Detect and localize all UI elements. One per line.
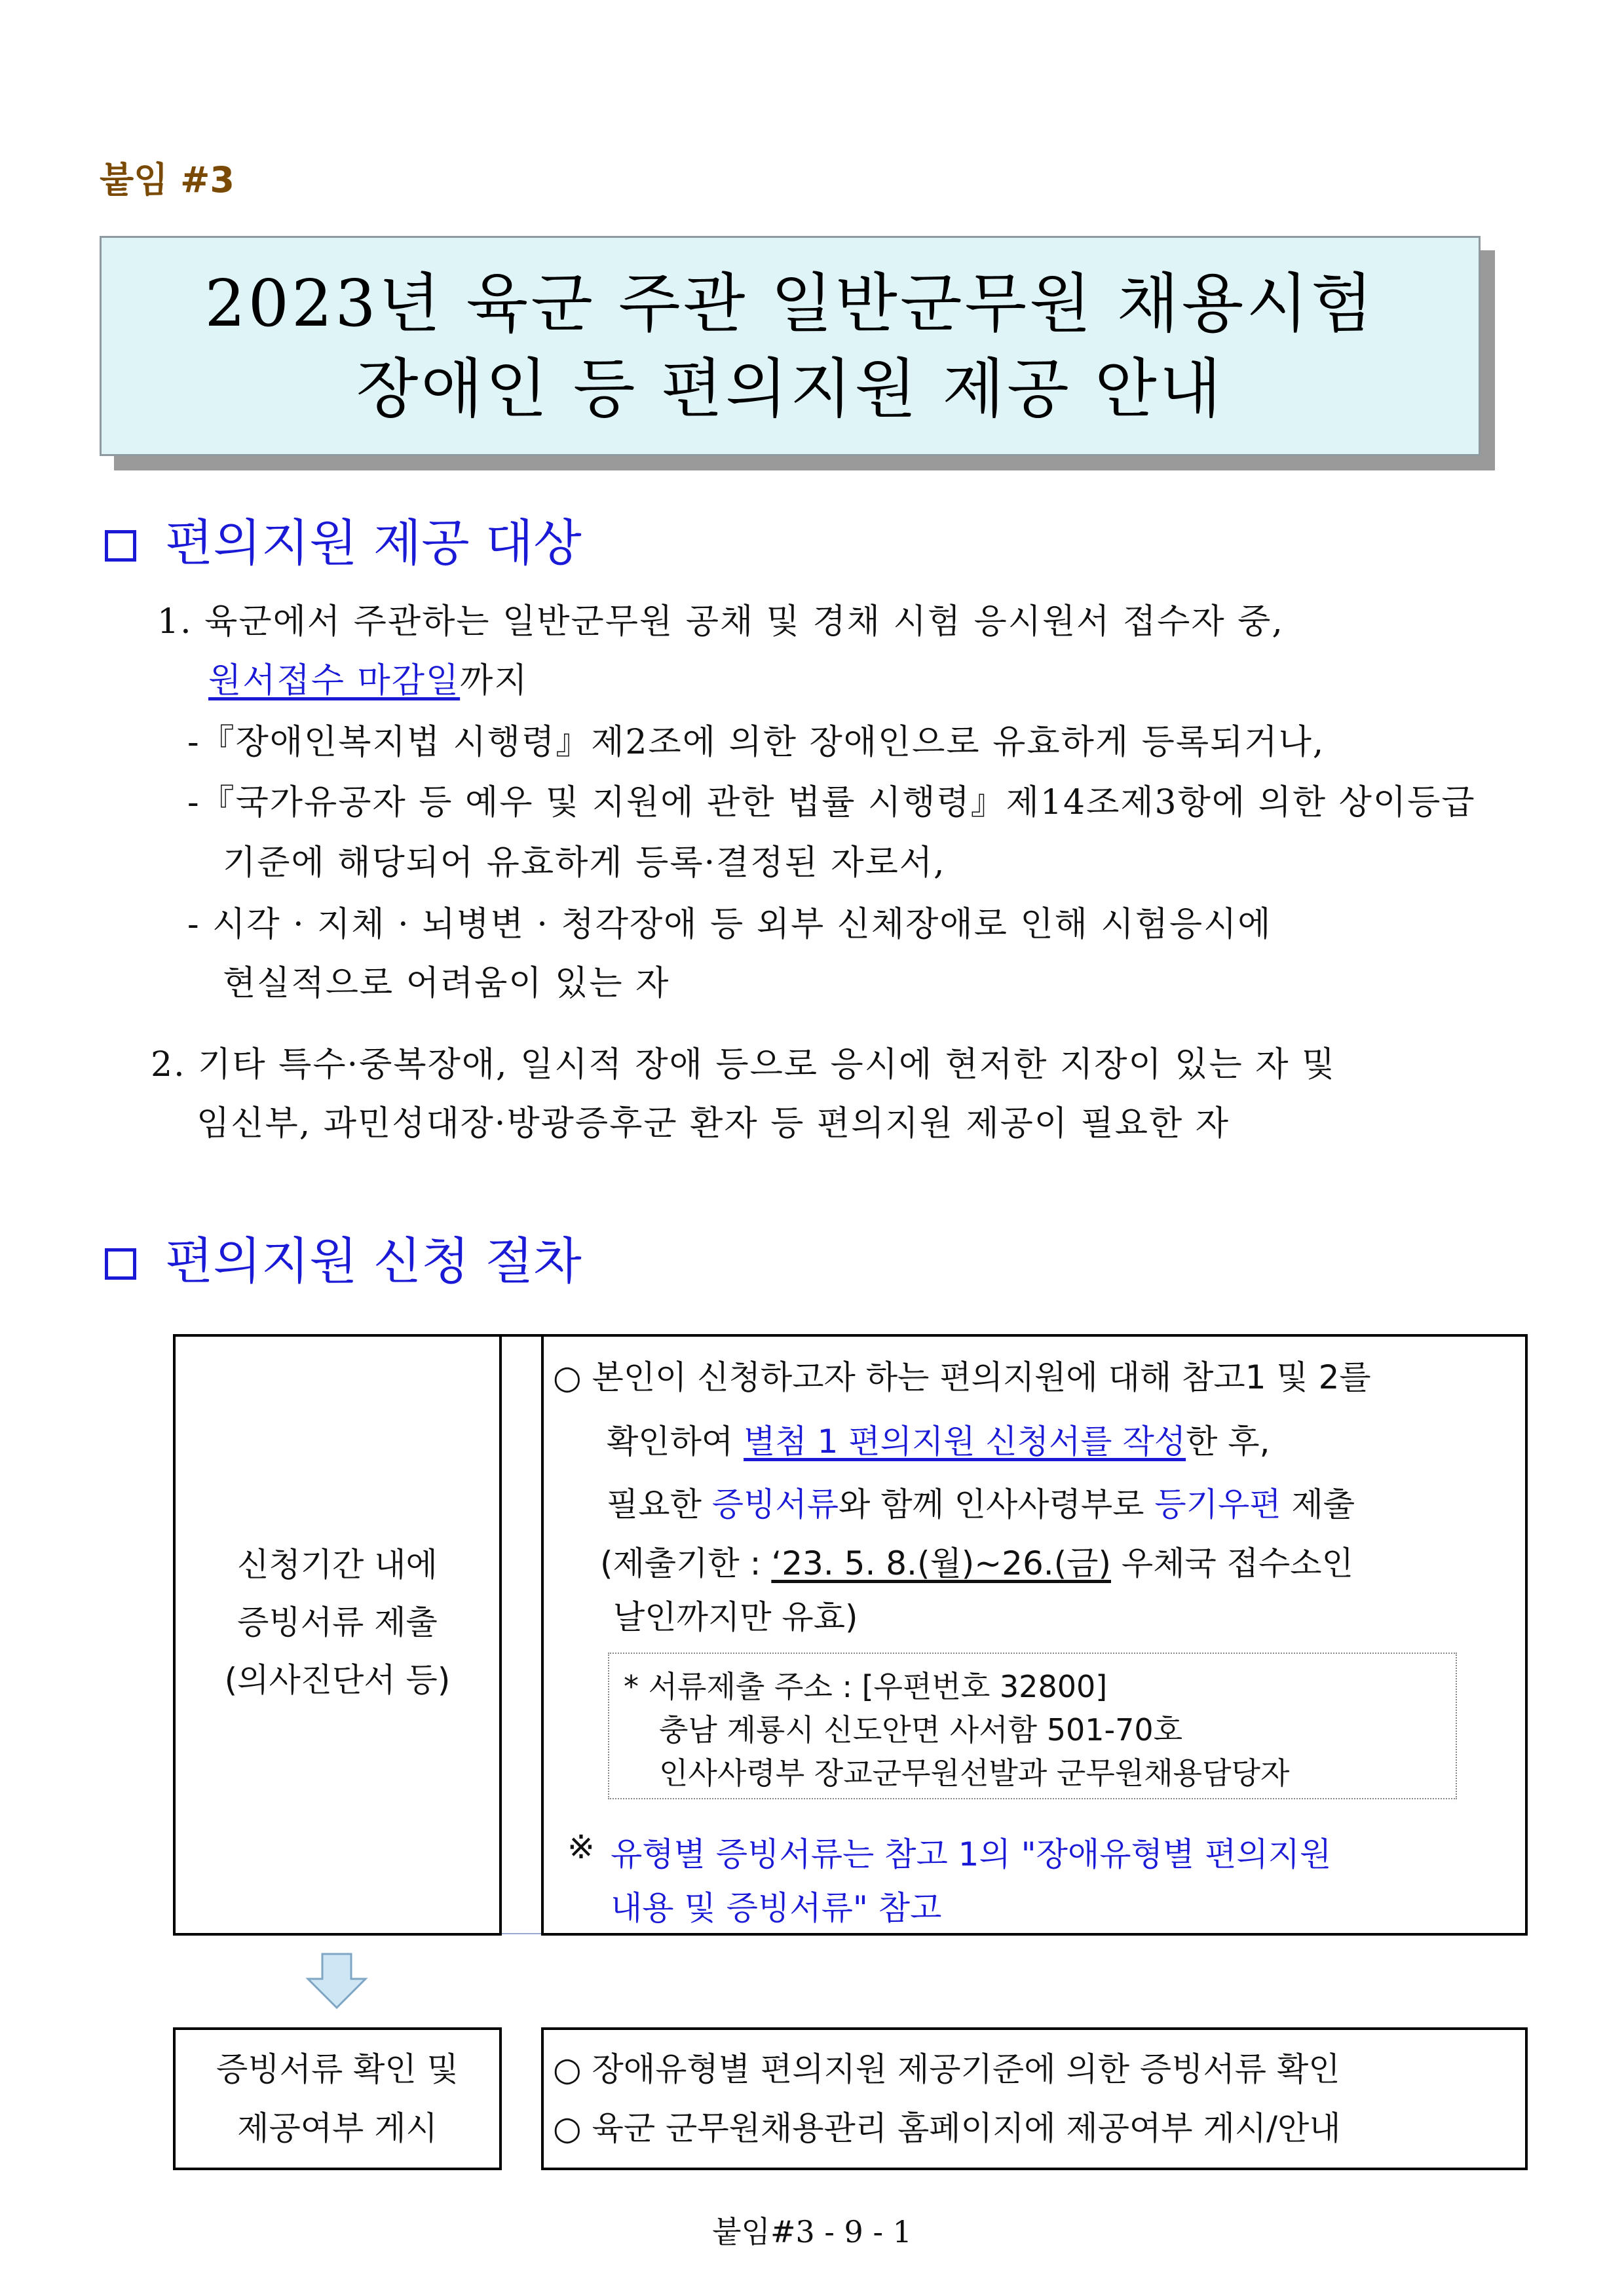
- step1-line4: [600, 1537, 1353, 1584]
- title-line-2: 장애인 등 편의지원 제공 안내: [356, 352, 1224, 427]
- address-line2: 충남 계룡시 신도안면 사서함 501-70호: [659, 1712, 1183, 1748]
- title-box: [100, 236, 1481, 456]
- address-line3: 인사사령부 장교군무원선발과 군무원채용담당자: [659, 1755, 1290, 1791]
- step2-line1: ○ 장애유형별 편의지원 제공기준에 의한 증빙서류 확인: [553, 2050, 1340, 2088]
- step1-line3-a: 필요한: [607, 1485, 712, 1523]
- step1-line3-c: 와 함께 인사사령부로: [839, 1485, 1155, 1523]
- connector-line-bottom: [502, 1933, 542, 1934]
- step1-line4-c: 우체국 접수소인: [1111, 1544, 1353, 1582]
- step1-line3-e: 제출: [1281, 1485, 1355, 1523]
- section1-heading: [105, 503, 582, 575]
- checkbox-icon: [105, 1248, 136, 1280]
- note-line1: 유형별 증빙서류는 참고 1의 "장애유형별 편의지원: [611, 1835, 1332, 1873]
- registered-mail-highlight: 등기우편: [1154, 1485, 1281, 1523]
- step1-line2-c: 한 후,: [1186, 1423, 1270, 1461]
- step1-line3: [607, 1478, 1355, 1525]
- form-link-highlight: 별첨 1 편의지원 신청서를 작성: [744, 1423, 1186, 1461]
- step1-label-line2: 증빙서류 제출: [237, 1603, 438, 1641]
- step1-label-line1: 신청기간 내에: [237, 1546, 438, 1584]
- deadline-dates: ‘23. 5. 8.(월)~26.(금): [771, 1544, 1111, 1582]
- title-line-1: 2023년 육군 주관 일반군무원 채용시험: [204, 267, 1376, 341]
- step2-label-line2: 제공여부 게시: [237, 2109, 438, 2147]
- section1-heading-text: 편의지원 제공 대상: [165, 514, 582, 572]
- attachment-label: 붙임 #3: [100, 159, 235, 201]
- note-line2: 내용 및 증빙서류" 참고: [611, 1889, 942, 1927]
- item1-line1: 1. 육군에서 주관하는 일반군무원 공채 및 경채 시험 응시원서 접수자 중,: [157, 602, 1284, 641]
- step1-line2: [607, 1415, 1270, 1463]
- step1-line4-a: (제출기한 :: [600, 1544, 772, 1582]
- item1-line2-rest: 까지: [460, 661, 529, 700]
- item1-bullet1: -『장애인복지법 시행령』제2조에 의한 장애인으로 유효하게 등록되거나,: [187, 723, 1325, 762]
- section2-heading-text: 편의지원 신청 절차: [165, 1232, 582, 1290]
- step1-label-line3: (의사진단서 등): [224, 1661, 451, 1699]
- connector-line-top: [502, 1334, 542, 1337]
- item1-bullet3-line1: - 시각 · 지체 · 뇌병변 · 청각장애 등 외부 신체장애로 인해 시험응시에: [187, 905, 1272, 944]
- step2-label-line1: 증빙서류 확인 및: [216, 2050, 459, 2088]
- deadline-highlight: 원서접수 마감일: [208, 661, 461, 700]
- item2-line1: 2. 기타 특수·중복장애, 일시적 장애 등으로 응시에 현저한 지장이 있는 자 및: [151, 1045, 1336, 1084]
- step1-line5: 날인까지만 유효): [613, 1598, 858, 1636]
- step1-line2-a: 확인하여: [607, 1423, 744, 1461]
- down-arrow-icon: [305, 1953, 368, 2010]
- step1-line1: ○ 본인이 신청하고자 하는 편의지원에 대해 참고1 및 2를: [553, 1358, 1371, 1396]
- item2-line2: 임신부, 과민성대장·방광증후군 환자 등 편의지원 제공이 필요한 자: [197, 1104, 1230, 1143]
- step2-line2: ○ 육군 군무원채용관리 홈페이지에 제공여부 게시/안내: [553, 2109, 1341, 2147]
- item1-bullet2-line1: -『국가유공자 등 예우 및 지원에 관한 법률 시행령』제14조제3항에 의한 상이등급: [187, 783, 1476, 822]
- address-line1: * 서류제출 주소 : [우편번호 32800]: [624, 1669, 1108, 1704]
- item1-bullet2-line2: 기준에 해당되어 유효하게 등록·결정된 자로서,: [223, 843, 946, 883]
- proof-docs-highlight: 증빙서류: [711, 1485, 839, 1523]
- note-mark: ※: [567, 1828, 595, 1866]
- section2-heading: [105, 1221, 582, 1293]
- checkbox-icon: [105, 530, 136, 562]
- item1-line2: [208, 653, 529, 702]
- page-number-footer: 붙임#3 - 9 - 1: [712, 2214, 912, 2249]
- item1-bullet3-line2: 현실적으로 어려움이 있는 자: [223, 964, 670, 1003]
